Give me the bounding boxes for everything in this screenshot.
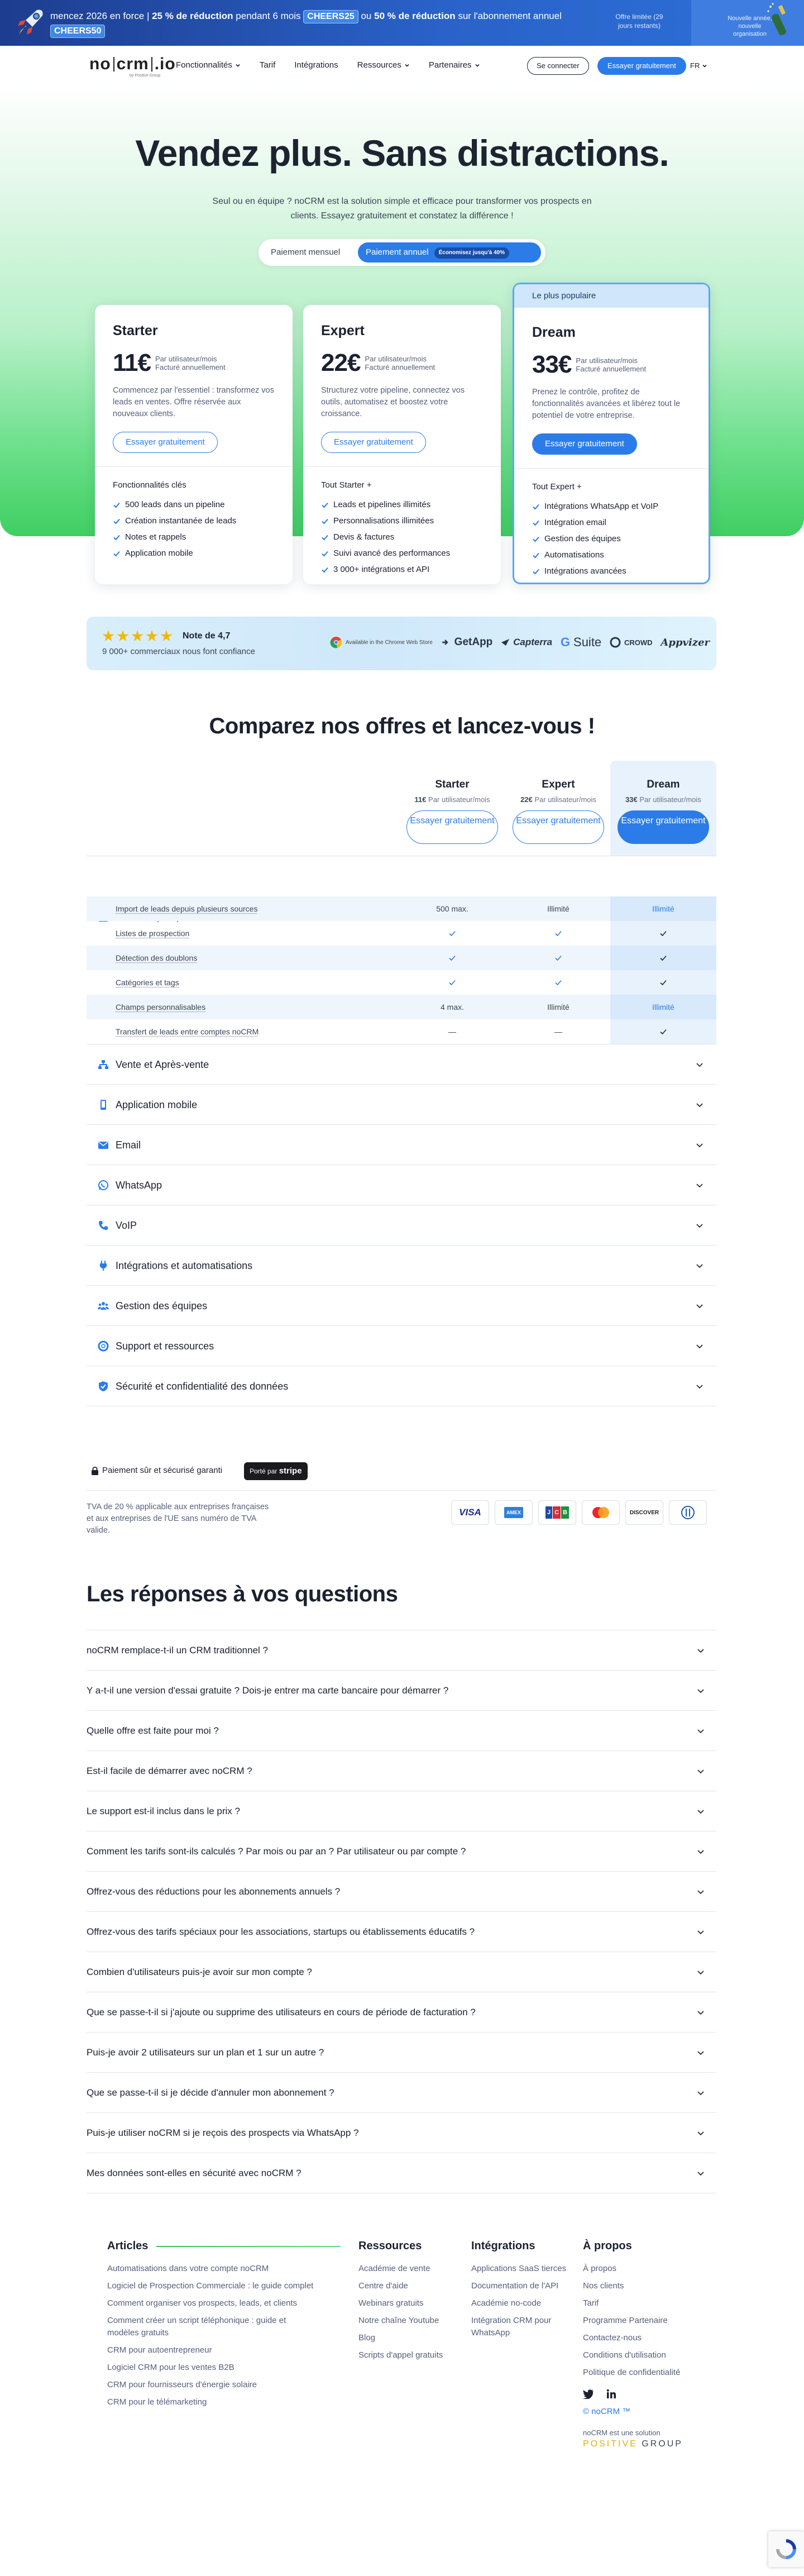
stripe-badge: Porté par stripe [244,1462,308,1480]
compare-title: Comparez nos offres et lancez-vous ! [209,714,595,738]
chevron-down-icon [235,63,241,68]
col-expert-trial-button[interactable]: Essayer gratuitement [513,810,604,844]
faq-item[interactable]: Mes données sont-elles en sécurité avec noCRM ? [87,2153,716,2193]
nocrm-trademark[interactable]: © noCRM ™ [583,2407,631,2416]
feature-list [321,497,483,578]
crowd-logo[interactable]: CROWD [610,637,653,648]
chevron-down-icon [695,1301,704,1310]
faq-item[interactable]: Y a-t-il une version d'essai gratuite ? Dois-je entrer ma carte bancaire pour démarrer ? [87,1671,716,1711]
phone-icon [98,1220,109,1231]
chevron-down-icon [696,1968,705,1977]
features-title: Tout Expert + [532,482,582,492]
footer-link[interactable]: CRM pour le télémarketing [107,2397,207,2407]
table-row: Catégories et tags [87,970,716,995]
check-icon [610,970,716,995]
hero-title: Vendez plus. Sans distractions. [135,132,669,174]
shield-icon [98,1381,109,1392]
champagne-icon [765,2,789,44]
plan-name: Expert [321,323,365,338]
footer-about [583,2240,689,2449]
col-plan-name: Dream [647,779,680,790]
crowd-icon [610,637,621,648]
top-nav [0,46,804,85]
rating-note: Note de 4,7 [183,631,231,641]
footer-link[interactable]: Webinars gratuits [358,2298,424,2308]
plan-card-dream [513,283,710,584]
faq-item[interactable]: noCRM remplace-t-il un CRM traditionnel ? [87,1630,716,1671]
promo-tile [691,0,804,46]
feature-item: Notes et rappels [113,529,275,545]
dream-trial-button[interactable]: Essayer gratuitement [532,433,637,455]
plan-card-starter [95,305,293,584]
section-title: Application mobile [116,1099,198,1110]
chevron-down-icon [475,63,480,68]
section-support[interactable] [87,1326,716,1366]
faq-item[interactable]: Le support est-il inclus dans le prix ? [87,1791,716,1831]
footer-link[interactable]: Politique de confidentialité [583,2368,681,2377]
diners-icon [681,1505,695,1520]
star-icon [160,630,173,642]
capterra-icon [501,638,510,646]
linkedin-icon[interactable] [606,2389,616,2399]
star-icon [146,630,158,642]
table-row: Détection des doublons [87,946,716,970]
chevron-down-icon [696,2088,705,2097]
starter-trial-button[interactable]: Essayer gratuitement [113,432,218,453]
section-integrations[interactable] [87,1246,716,1286]
feature-item: Suivi avancé des performances [321,545,483,561]
trust-text: 9 000+ commerciaux nous font confiance [102,647,255,656]
chevron-down-icon [696,1887,705,1896]
check-icon [505,979,611,986]
footer-link[interactable]: Comment organiser vos prospects, leads, et clients [107,2298,298,2308]
chevron-down-icon [695,1100,704,1109]
chevron-down-icon [696,2048,705,2057]
chevron-down-icon [696,1847,705,1856]
footer-link[interactable]: CRM pour fournisseurs d'énergie solaire [107,2380,257,2389]
compare-col-starter [399,761,505,856]
check-icon [321,533,329,541]
col-plan-name: Starter [435,779,470,790]
section-email[interactable] [87,1125,716,1165]
faq-title: Les réponses à vos questions [87,1582,398,1606]
chevron-down-icon [696,1928,705,1936]
jcb-logo: J C B [538,1500,576,1525]
star-icon [131,630,143,642]
feature-item: Intégrations WhatsApp et VoIP [532,498,691,514]
check-icon [113,550,121,557]
chevron-down-icon [404,63,410,68]
rating-stars [102,630,230,642]
plan-name: Starter [113,323,158,338]
section-sales[interactable] [87,1044,716,1085]
check-icon [399,954,505,962]
footer-link[interactable]: Programme Partenaire [583,2316,668,2325]
section-title: Sécurité et confidentialité des données [116,1381,289,1392]
check-icon [532,567,540,575]
feature-list [532,498,691,579]
recaptcha-icon [768,2531,804,2567]
plan-price: 33€ Par utilisateur/mois Facturé annuellement [532,351,647,378]
plan-price: 11€ Par utilisateur/mois Facturé annuellement [113,349,226,376]
trial-button[interactable]: Essayer gratuitement [597,57,686,75]
check-icon [532,519,540,527]
envelope-icon [98,1139,109,1151]
table-row: Listes de prospection [87,921,716,946]
chevron-down-icon [696,1767,705,1776]
faq-item[interactable]: Puis-je avoir 2 utilisateurs sur un plan et 1 sur un autre ? [87,2033,716,2073]
footer-link[interactable]: Logiciel de Prospection Commerciale : le guide complet [107,2281,314,2291]
chevron-down-icon [695,1181,704,1190]
faq-item[interactable]: Offrez-vous des tarifs spéciaux pour les associations, startups ou établissements éducatifs ? [87,1912,716,1952]
plan-description: Commencez par l'essentiel : transformez vos leads en ventes. Offre réservée aux nouveaux clients. [113,386,274,418]
star-icon [102,630,114,642]
compare-col-expert [505,761,611,856]
amex-logo: AMEX [495,1500,533,1525]
payment-cards [451,1500,707,1525]
footer-link[interactable]: Nos clients [583,2281,624,2291]
popular-badge: Le plus populaire [514,284,709,308]
table-row: Import de leads depuis plusieurs sources 500 max. Illimité Illimité [87,896,716,921]
footer-integrations [471,2240,572,2344]
chevron-down-icon [696,2169,705,2178]
recaptcha-badge[interactable] [768,2531,804,2567]
check-icon [321,566,329,574]
users-icon [98,1300,109,1311]
footer-heading: Intégrations [471,2240,535,2252]
getapp-icon [441,638,451,646]
faq-list [87,1630,716,2193]
nocrm-logo[interactable]: no crm .io by Positive Group [89,55,176,78]
section-voip[interactable] [87,1205,716,1246]
star-icon [117,630,129,642]
billing-toggle[interactable] [259,239,545,266]
footer-link[interactable]: Conditions d'utilisation [583,2350,666,2360]
section-teams[interactable] [87,1286,716,1326]
menu-integrations[interactable]: Intégrations [294,60,338,70]
vat-note: TVA de 20 % applicable aux entreprises françaises et aux entreprises de l'UE sans numéro de TVA valide. [87,1502,269,1535]
feature-item: Intégration email [532,514,691,531]
footer-link[interactable]: Documentation de l'API [471,2281,559,2291]
mobile-icon [98,1099,109,1110]
check-icon [532,535,540,543]
check-icon [399,979,505,986]
feature-item: 500 leads dans un pipeline [113,497,275,513]
check-icon [532,551,540,559]
faq-item[interactable]: Quelle offre est faite pour moi ? [87,1711,716,1751]
footer-articles [107,2240,331,2413]
faq-item[interactable]: Est-il facile de démarrer avec noCRM ? [87,1751,716,1791]
promo-message: mencez 2026 en force | 25 % de réduction pendant 6 mois CHEERS25 ou 50 % de réduction sur l'abonnement annuel CHEERS50 [50,9,609,38]
feature-item: Leads et pipelines illimités [321,497,483,513]
faq-item[interactable]: Que se passe-t-il si j'ajoute ou supprime des utilisateurs en cours de période de facturation ? [87,1992,716,2033]
main-menu [176,60,480,70]
chevron-down-icon [695,1382,704,1391]
positive-group: noCRM est une solution POSITIVE GROUP [583,2429,689,2449]
menu-resources[interactable]: Ressources [357,60,410,70]
check-icon [532,503,540,511]
positive-group-logo[interactable]: POSITIVE GROUP [583,2439,683,2449]
menu-features[interactable]: Fonctionnalités [176,60,241,70]
check-icon [321,517,329,525]
check-icon [610,921,716,946]
chevron-down-icon [696,1807,705,1816]
footer-link[interactable]: Applications SaaS tierces [471,2264,567,2273]
check-icon [399,929,505,937]
footer-link[interactable]: Scripts d'appel gratuits [358,2350,443,2360]
lifebuoy-icon [98,1341,109,1352]
chevron-down-icon [696,2008,705,2017]
faq-item[interactable]: Comment les tarifs sont-ils calculés ? Par mois ou par an ? Par utilisateur ou par compte ? [87,1831,716,1872]
feature-item: Gestion des équipes [532,531,691,547]
chevron-down-icon [696,1646,705,1655]
table-row: Champs personnalisables 4 max. Illimité Illimité [87,995,716,1019]
compare-sections [87,856,716,1406]
plug-icon [98,1260,109,1271]
check-icon [113,501,121,509]
check-icon [113,533,121,541]
footer-link[interactable]: Automatisations dans votre compte noCRM [107,2264,269,2273]
chrome-icon [330,636,342,648]
chevron-down-icon [702,63,707,69]
footer-link[interactable]: Notre chaîne Youtube [358,2316,439,2325]
section-title: Gestion des équipes [116,1300,208,1311]
section-title: Email [116,1139,141,1151]
footer-link[interactable]: Tarif [583,2298,599,2308]
col-plan-price: 11€ Par utilisateur/mois [414,795,490,804]
check-icon [321,501,329,509]
section-title: WhatsApp [116,1180,162,1191]
discover-logo: DISCOVER [625,1500,663,1525]
feature-list [113,497,275,561]
mastercard-icon [591,1506,611,1519]
faq-item[interactable]: Offrez-vous des réductions pour les abonnements annuels ? [87,1872,716,1912]
col-dream-trial-button[interactable]: Essayer gratuitement [618,810,709,844]
capterra-logo[interactable]: Capterra [501,637,552,648]
faq-item[interactable]: Que se passe-t-il si je décide d'annuler mon abonnement ? [87,2073,716,2113]
feature-item: Personnalisations illimitées [321,513,483,529]
expert-trial-button[interactable]: Essayer gratuitement [321,432,426,453]
footer-link[interactable]: Centre d'aide [358,2281,408,2291]
check-icon [321,550,329,557]
feature-item: Devis & factures [321,529,483,545]
faq-item[interactable]: Puis-je utiliser noCRM si je reçois des prospects via WhatsApp ? [87,2113,716,2153]
promo-limit: Offre limitée (29 jours restants) [615,13,663,30]
language-selector[interactable]: FR [690,61,707,70]
features-title: Fonctionnalités clés [113,480,186,490]
promo-tile-text: Nouvelle année, nouvelle organisation [728,15,772,37]
secure-label: Paiement sûr et sécurisé garanti [91,1466,222,1475]
compare-col-dream [610,761,716,856]
section-title: Intégrations et automatisations [116,1260,253,1271]
feature-item: Application mobile [113,545,275,561]
visa-logo: VISA [451,1500,489,1525]
section-leads[interactable] [87,896,716,1044]
plan-description: Prenez le contrôle, profitez de fonctionnalités avancées et libérez tout le potentiel de votre entreprise. [532,388,681,420]
feature-item: Création instantanée de leads [113,513,275,529]
col-plan-price: 22€ Par utilisateur/mois [520,795,596,804]
mastercard-logo [582,1500,620,1525]
menu-pricing[interactable]: Tarif [259,60,276,70]
check-icon [505,954,611,962]
section-mobile[interactable] [87,1085,716,1125]
feature-item: Intégrations avancées [532,563,691,579]
check-icon [505,929,611,937]
footer-link[interactable]: Comment créer un script téléphonique : guide et modèles gratuits [107,2316,286,2338]
section-title: Vente et Après-vente [116,1059,209,1070]
table-row: Transfert de leads entre comptes noCRM — — [87,1019,716,1044]
footer-link[interactable]: Intégration CRM pour WhatsApp [471,2316,552,2338]
promo-code-1[interactable]: CHEERS25 [303,10,358,23]
footer-link[interactable]: Blog [358,2333,376,2343]
hero-intro: Seul ou en équipe ? noCRM est la solution simple et efficace pour transformer vos prospects en clients. Essayez gratuitement et constatez la différence ! [212,197,592,221]
footer-resources [358,2240,465,2367]
chevron-down-icon [696,1726,705,1735]
review-logos [330,631,710,653]
plan-card-expert [303,305,501,584]
faq-item[interactable]: Combien d'utilisateurs puis-je avoir sur mon compte ? [87,1952,716,1992]
check-icon [113,517,121,525]
sitemap-icon [98,1059,109,1070]
diners-logo [669,1500,707,1525]
section-whatsapp[interactable] [87,1165,716,1205]
section-title: VoIP [116,1220,137,1231]
discount-badge: Économisez jusqu'à 40% [434,247,510,259]
social-links [583,2389,689,2399]
feature-item: 3 000+ intégrations et API [321,561,483,578]
plan-price: 22€ Par utilisateur/mois Facturé annuellement [321,349,436,376]
footer-link[interactable]: Académie no-code [471,2298,542,2308]
promo-code-2[interactable]: CHEERS50 [50,25,105,38]
col-starter-trial-button[interactable]: Essayer gratuitement [406,810,498,844]
footer-link[interactable]: Logiciel CRM pour les ventes B2B [107,2363,234,2372]
check-icon [610,946,716,970]
chevron-down-icon [696,1686,705,1695]
chevron-down-icon [695,1060,704,1069]
footer-link[interactable]: À propos [583,2264,617,2273]
footer-heading: Ressources [358,2240,422,2252]
whatsapp-icon [98,1180,109,1191]
footer-heading: À propos [583,2240,632,2252]
footer-link[interactable]: Académie de vente [358,2264,430,2273]
lock-icon [91,1466,99,1475]
feature-item: Automatisations [532,547,691,563]
footer-link[interactable]: CRM pour autoentrepreneur [107,2345,212,2355]
getapp-logo[interactable]: GetApp [441,636,493,648]
chevron-down-icon [695,1141,704,1149]
chevron-down-icon [695,1221,704,1230]
chevron-down-icon [696,2129,705,2138]
section-security[interactable] [87,1366,716,1406]
promo-banner[interactable] [0,0,804,46]
plan-description: Structurez votre pipeline, connectez vos outils, automatisez et boostez votre croissance. [321,386,465,418]
chevron-down-icon [695,1342,704,1351]
chrome-store-logo[interactable]: Available in the Chrome Web Store [330,636,433,648]
footer [107,2240,710,2497]
features-title: Tout Starter + [321,480,372,490]
footer-heading: Articles [107,2240,331,2253]
feature-rows [87,896,716,1044]
footer-link[interactable]: Contactez-nous [583,2333,642,2343]
gsuite-logo[interactable]: G Suite [560,635,602,649]
divider [87,1490,716,1491]
rating-strip [87,617,716,670]
twitter-icon[interactable] [583,2389,594,2399]
compare-header [87,761,716,856]
col-plan-price: 33€ Par utilisateur/mois [625,795,701,804]
monthly-option[interactable]: Paiement mensuel [271,247,341,257]
rocket-icon [12,6,47,40]
login-button[interactable]: Se connecter [527,57,589,75]
appvizer-logo[interactable]: Appvizer [661,636,710,648]
plan-name: Dream [532,325,576,340]
check-icon [610,1019,716,1044]
section-title: Support et ressources [116,1341,214,1352]
menu-partners[interactable]: Partenaires [429,60,480,70]
col-plan-name: Expert [542,779,575,790]
annual-option[interactable]: Paiement annuel Économisez jusqu'à 40% [358,242,541,263]
chevron-down-icon [695,1261,704,1270]
secure-payment [87,1460,716,1482]
